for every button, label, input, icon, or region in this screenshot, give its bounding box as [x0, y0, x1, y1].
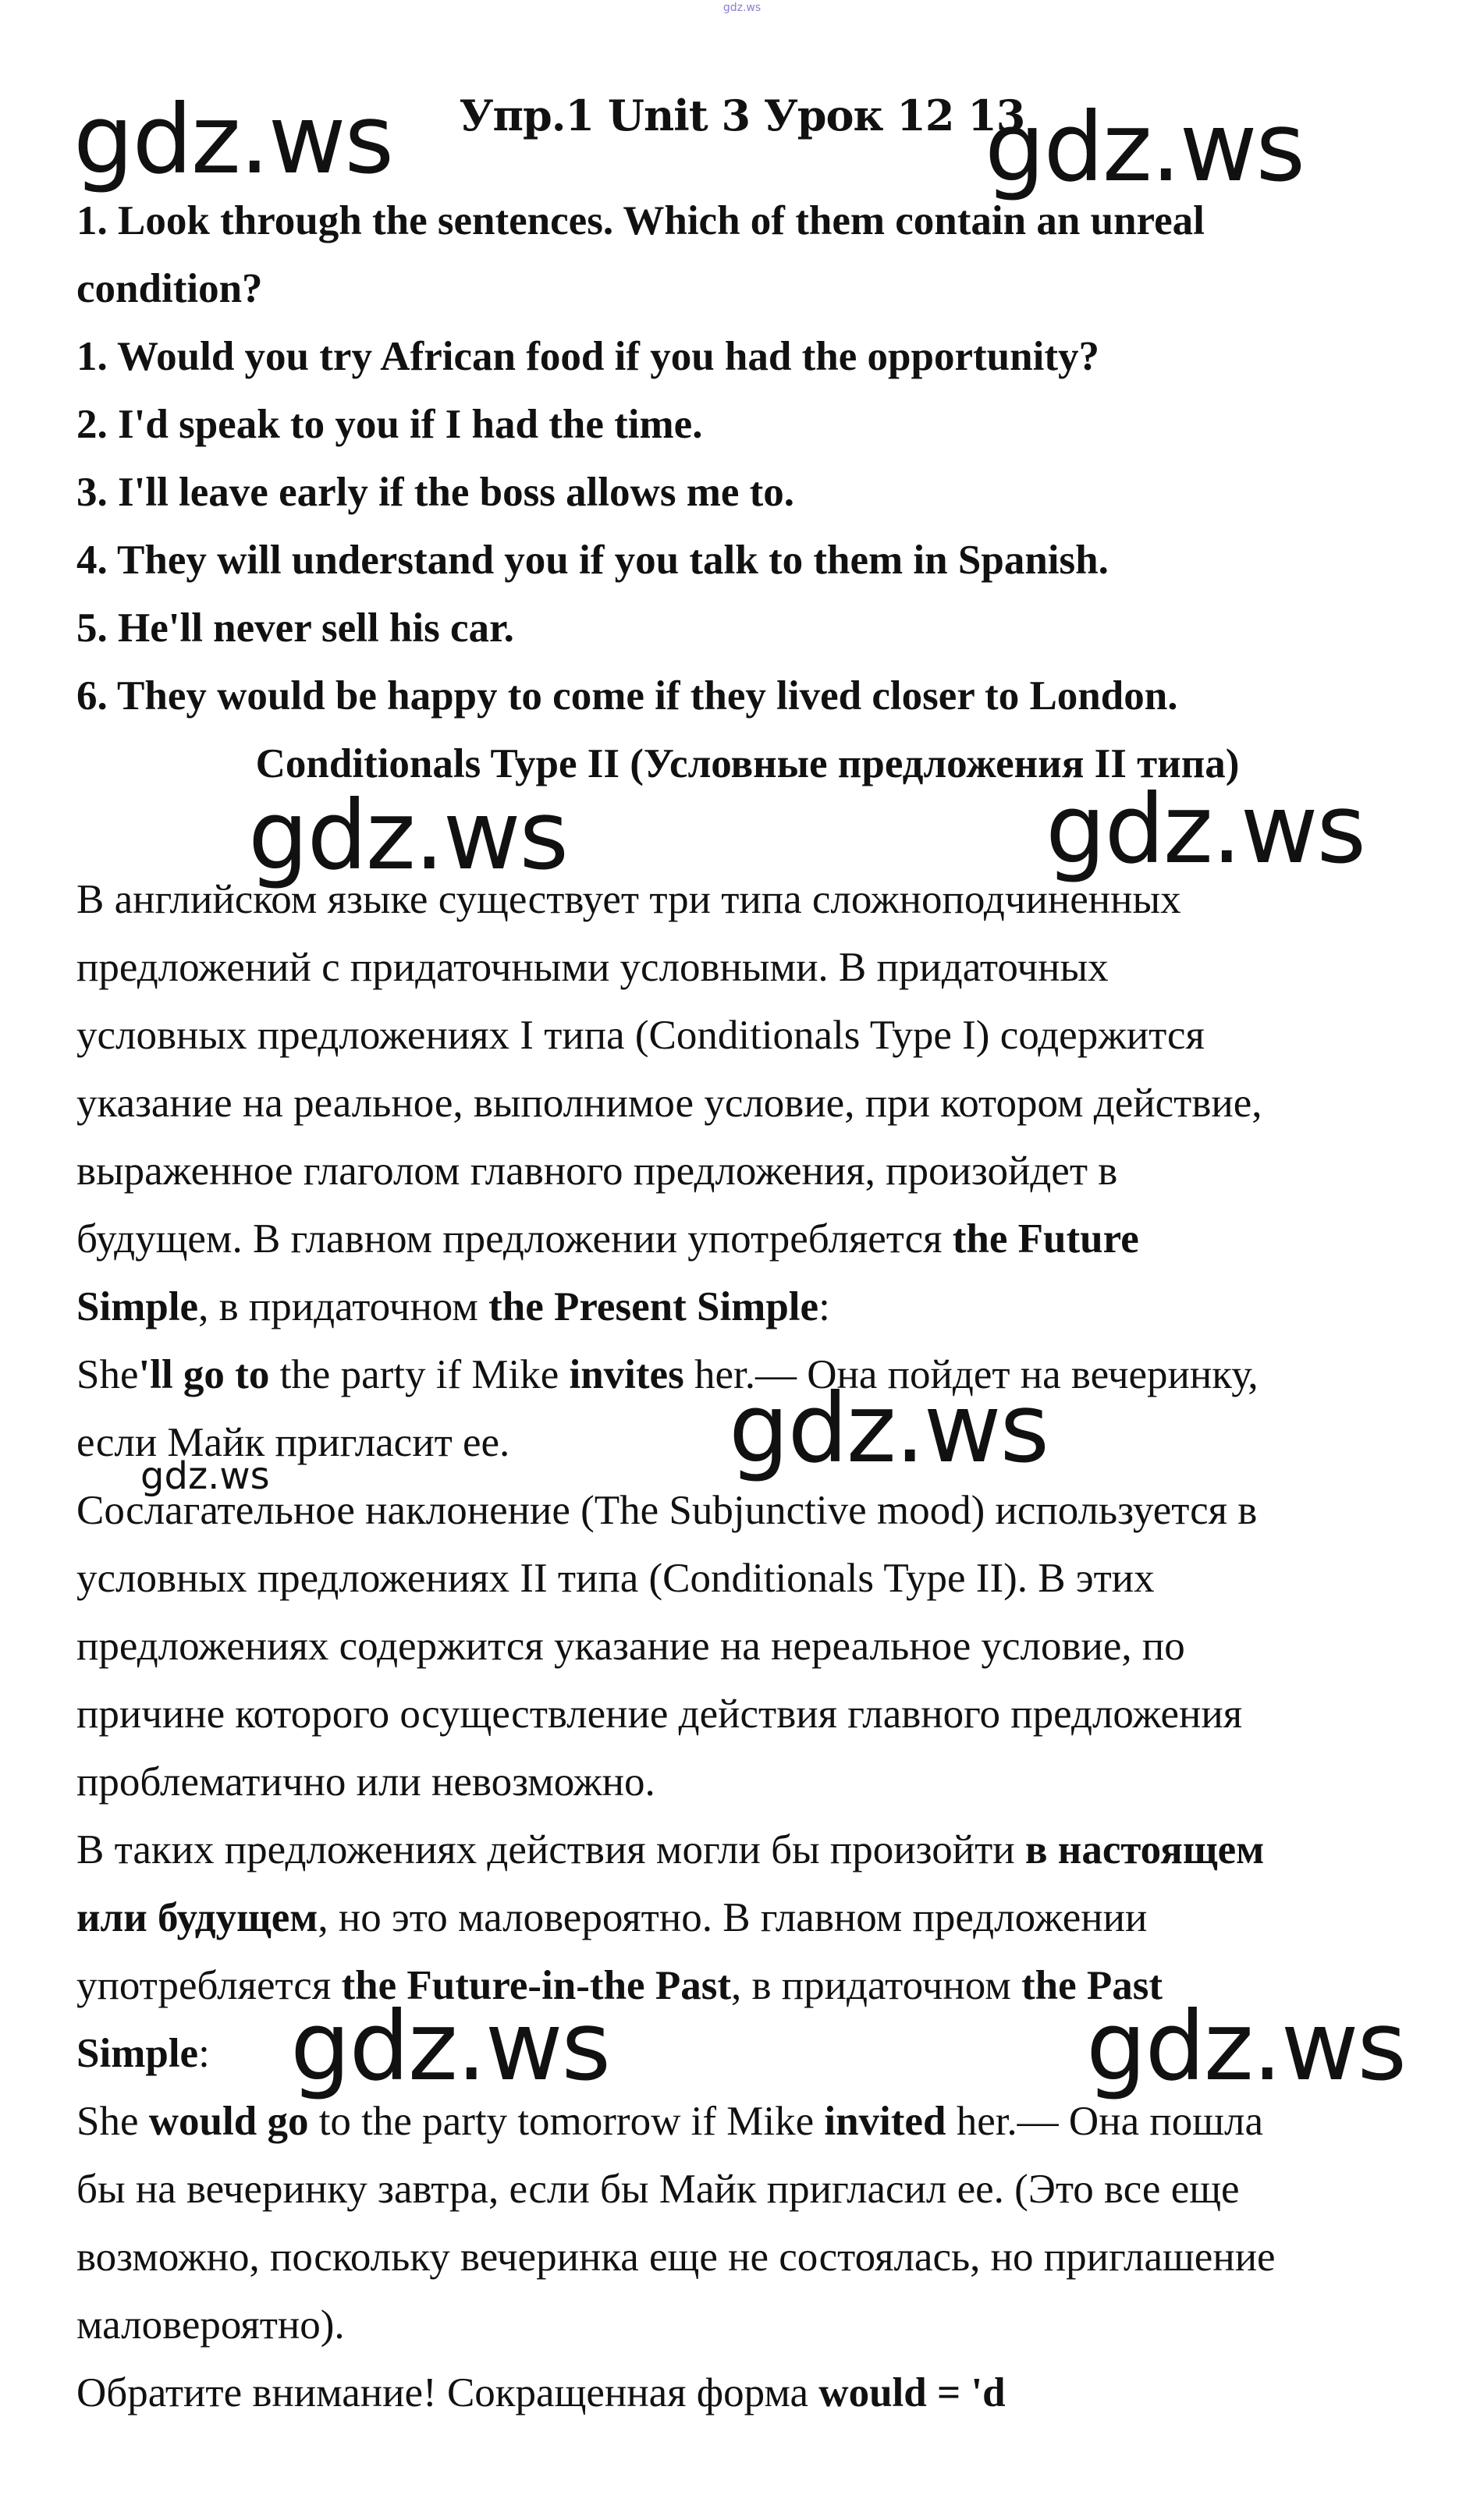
note-line: Обратите внимание! Сокращенная форма would = 'd [76, 2370, 1006, 2415]
example-line: бы на вечеринку завтра, если бы Майк пригласил ее. (Это все еще [76, 2167, 1240, 2212]
theory-line: условных предложениях II типа (Conditionals Type II). В этих [76, 1556, 1155, 1601]
watermark: gdz.ws [290, 1991, 610, 2102]
example-line: если Майк пригласит ее. [76, 1420, 510, 1465]
task-item-1: 1. Would you try African food if you had the opportunity? [76, 334, 1099, 379]
task-item-6: 6. They would be happy to come if they lived closer to London. [76, 673, 1178, 719]
theory-line: или будущем, но это маловероятно. В главном предложении [76, 1895, 1148, 1940]
section-heading: Conditionals Type II (Условные предложения II типа) [255, 741, 1240, 786]
theory-line: выраженное глаголом главного предложения, произойдет в [76, 1148, 1118, 1194]
theory-line: В английском языке существует три типа сложноподчиненных [76, 877, 1181, 922]
theory-line: В таких предложениях действия могли бы произойти в настоящем [76, 1827, 1265, 1872]
watermark: gdz.ws [1086, 1991, 1406, 2102]
example-line: She would go to the party tomorrow if Mike invited her.— Она пошла [76, 2099, 1263, 2144]
example-line: She'll go to the party if Mike invites her.— Она пойдет на вечеринку, [76, 1352, 1259, 1397]
task-item-4: 4. They will understand you if you talk to them in Spanish. [76, 538, 1109, 583]
watermark: gdz.ws [140, 1454, 270, 1498]
watermark: gdz.ws [985, 92, 1305, 203]
watermark: gdz.ws [73, 84, 393, 195]
theory-line: предложений с придаточными условными. В придаточных [76, 945, 1109, 990]
theory-line: предложениях содержится указание на нереальное условие, по [76, 1624, 1185, 1669]
theory-line: употребляется the Future-in-the Past, в придаточном the Past [76, 1963, 1163, 2008]
example-line: возможно, поскольку вечеринка еще не состоялась, но приглашение [76, 2234, 1276, 2280]
watermark: gdz.ws [729, 1373, 1049, 1484]
task-item-2: 2. I'd speak to you if I had the time. [76, 402, 703, 447]
example-line: маловероятно). [76, 2302, 345, 2348]
watermark: gdz.ws [1046, 774, 1365, 885]
task-item-5: 5. He'll never sell his car. [76, 605, 514, 651]
theory-line: Сослагательное наклонение (The Subjunctive mood) используется в [76, 1488, 1258, 1533]
theory-line: проблематично или невозможно. [76, 1759, 655, 1805]
theory-line: условных предложениях I типа (Conditionals Type I) содержится [76, 1013, 1205, 1058]
theory-line: Simple: [76, 2031, 210, 2076]
task-line-1: 1. Look through the sentences. Which of them contain an unreal [76, 198, 1205, 243]
watermark: gdz.ws [248, 780, 568, 891]
theory-line: указание на реальное, выполнимое условие, при котором действие, [76, 1081, 1262, 1126]
task-item-3: 3. I'll leave early if the boss allows me to. [76, 470, 795, 515]
top-watermark: gdz.ws [722, 2, 762, 14]
theory-line: причине которого осуществление действия главного предложения [76, 1691, 1243, 1737]
theory-line: Simple, в придаточном the Present Simple: [76, 1284, 830, 1329]
page-title: Упр.1 Unit 3 Урок 12 13 [459, 91, 1025, 140]
theory-line: будущем. В главном предложении употребляется the Future [76, 1216, 1139, 1262]
task-line-2: condition? [76, 266, 263, 311]
